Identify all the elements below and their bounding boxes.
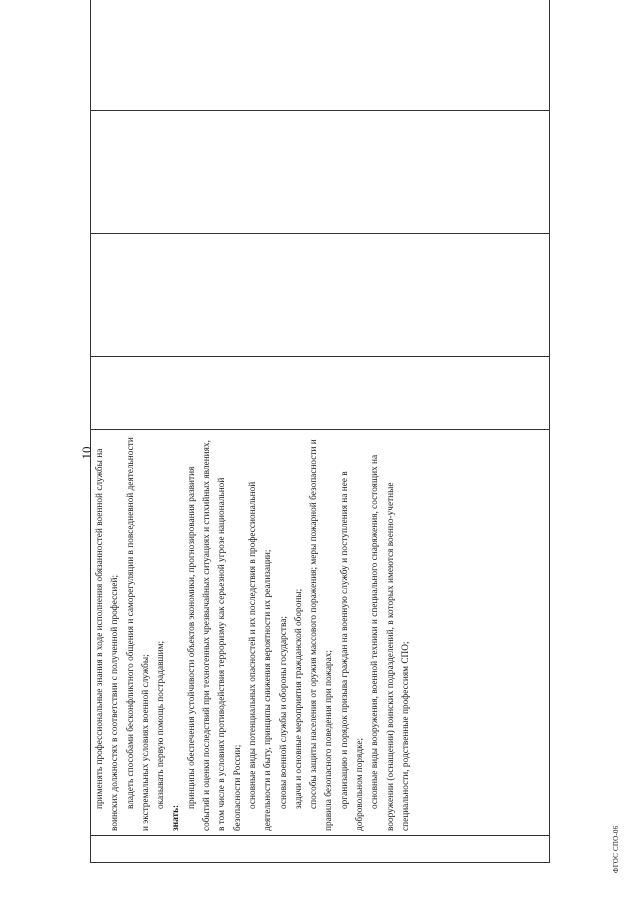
competency-paragraph: основные виды вооружения, военной техники и специального снаряжения, состоящих на вооружении (оснащении) воинских подразделений, в которых имеются военно-учетные специальности, родственные профессиям СПО;: [370, 454, 411, 831]
competency-paragraph: принципы обеспечения устойчивости объектов экономики, прогнозирования развития событий и оценки последствий при техногенных чрезвычайных ситуациях и стихийных явлениях, в том числе в условиях противодействия терроризму как серьезной угрозе национальной безопасности России;: [186, 440, 243, 831]
max-hours-cell: [91, 111, 550, 234]
competency-content-cell: [91, 430, 550, 836]
index-cell: [91, 836, 550, 863]
curriculum-table: [90, 0, 550, 863]
footer-standard-code: ФГОС СПО-06: [612, 825, 620, 873]
competency-paragraph: основные виды потенциальных опасностей и их последствия в профессиональной деятельности и быту, принципы снижения вероятности их реализации;: [247, 481, 274, 831]
discipline-cell: [91, 357, 550, 430]
page-number: 10: [79, 446, 94, 460]
competency-paragraph: организацию и порядок призыва граждан на военную службу и поступления на нее в добровольном порядке;: [339, 471, 366, 831]
competency-paragraph: способы защиты населения от оружия массового поражения; меры пожарной безопасности и правила безопасного поведения при пожарах;: [309, 439, 335, 831]
competency-paragraph: оказывать первую помощь пострадавшим;: [156, 640, 167, 809]
competency-paragraph: применять профессиональные знания в ходе исполнения обязанностей военной службы на воинских должностях в соответствии с полученной профессией;: [95, 448, 121, 831]
competency-list: [93, 434, 414, 831]
competency-paragraph: владеть способами бесконфликтного общения и саморегуляции в повседневной деятельности и экстремальных условиях военной службы;: [125, 437, 151, 831]
competency-paragraph: задачи и основные мероприятия гражданской обороны;: [293, 588, 304, 809]
codes-cell: [91, 0, 550, 111]
hours-cell: [91, 234, 550, 357]
table-row: [91, 0, 550, 863]
competency-paragraph: основы военной службы и обороны государства;: [278, 616, 289, 809]
section-label: знать:: [171, 804, 182, 831]
